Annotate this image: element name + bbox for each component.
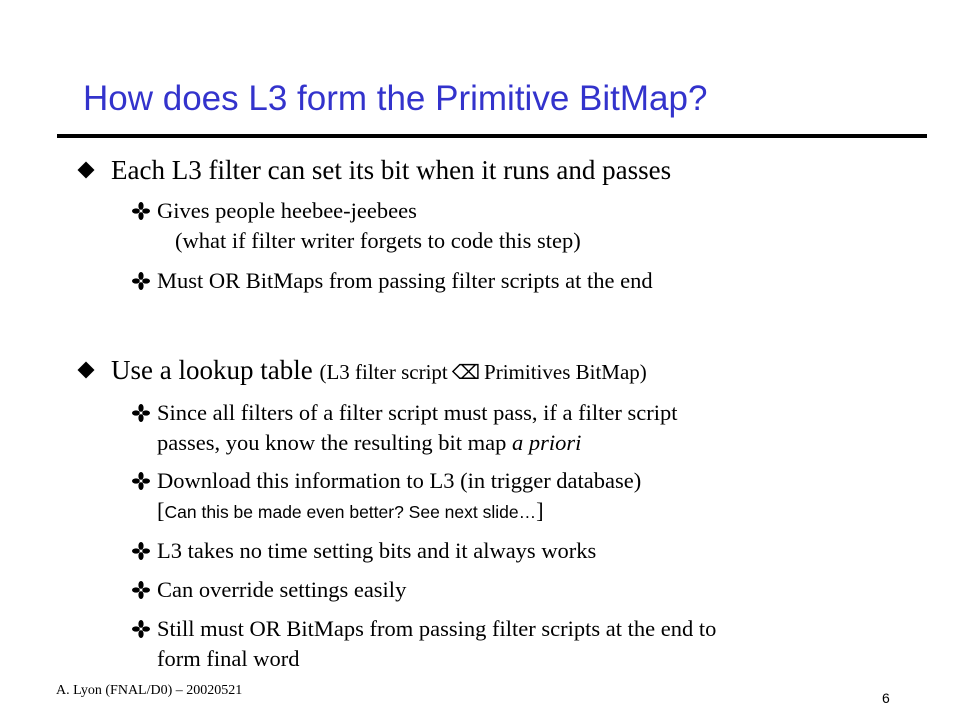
- sub-bullet-filters-must-pass: [132, 398, 677, 458]
- clover-bullet-icon: [132, 472, 150, 490]
- clover-bullet-icon: [132, 542, 150, 560]
- diamond-bullet-icon: [78, 362, 95, 379]
- sub-bullet-text: Must OR BitMaps from passing filter scripts at the end: [157, 268, 653, 293]
- sub-bullet-text: Still must OR BitMaps from passing filter scripts at the end to: [157, 616, 717, 641]
- sub-bullet-still-must-or: [132, 614, 716, 674]
- sub-bullet-text: Can override settings easily: [157, 577, 407, 602]
- bullet-each-l3-filter: [80, 154, 671, 186]
- page-number: 6: [882, 690, 890, 706]
- bullet-paren-text-end: Primitives BitMap): [484, 360, 647, 384]
- clover-bullet-icon: [132, 620, 150, 638]
- bullet-lookup-table: [80, 354, 647, 388]
- diamond-bullet-icon: [78, 162, 95, 179]
- bullet-paren-text: (L3 filter script: [319, 360, 448, 384]
- sub-bullet-text: Download this information to L3 (in trigger database): [157, 468, 642, 493]
- clover-bullet-icon: [132, 202, 150, 220]
- sub-bullet-text-continued: (what if filter writer forgets to code this step): [175, 228, 581, 253]
- sub-bullet-download: [132, 466, 641, 527]
- sub-bullet-heebee-jeebees: [132, 196, 581, 256]
- italic-phrase: a priori: [511, 430, 582, 455]
- clover-bullet-icon: [132, 272, 150, 290]
- clover-bullet-icon: [132, 581, 150, 599]
- sub-bullet-override: [132, 575, 406, 605]
- sub-bullet-text-continued: form final word: [157, 646, 300, 671]
- sub-bullet-text-continued: passes, you know the resulting bit map: [157, 430, 507, 455]
- sub-bullet-text: Since all filters of a filter script must pass, if a filter script: [157, 400, 678, 425]
- sub-bullet-must-or: [132, 266, 653, 296]
- clover-bullet-icon: [132, 404, 150, 422]
- erase-arrow-icon: ⌫: [451, 360, 481, 384]
- sub-bullet-text: L3 takes no time setting bits and it always works: [157, 538, 597, 563]
- sub-bullet-text: Gives people heebee-jeebees: [157, 198, 417, 223]
- footer-author: A. Lyon (FNAL/D0) – 20020521: [56, 683, 243, 698]
- bullet-text: Each L3 filter can set its bit when it runs and passes: [111, 155, 672, 185]
- next-slide-note: Can this be made even better? See next slide…: [164, 502, 537, 522]
- title-divider: [57, 134, 927, 138]
- bullet-text: Use a lookup table: [111, 355, 313, 385]
- bracket-close: ]: [536, 498, 544, 523]
- slide-title: How does L3 form the Primitive BitMap?: [83, 79, 708, 118]
- sub-bullet-no-time: [132, 536, 596, 566]
- bracket-open: [: [157, 498, 165, 523]
